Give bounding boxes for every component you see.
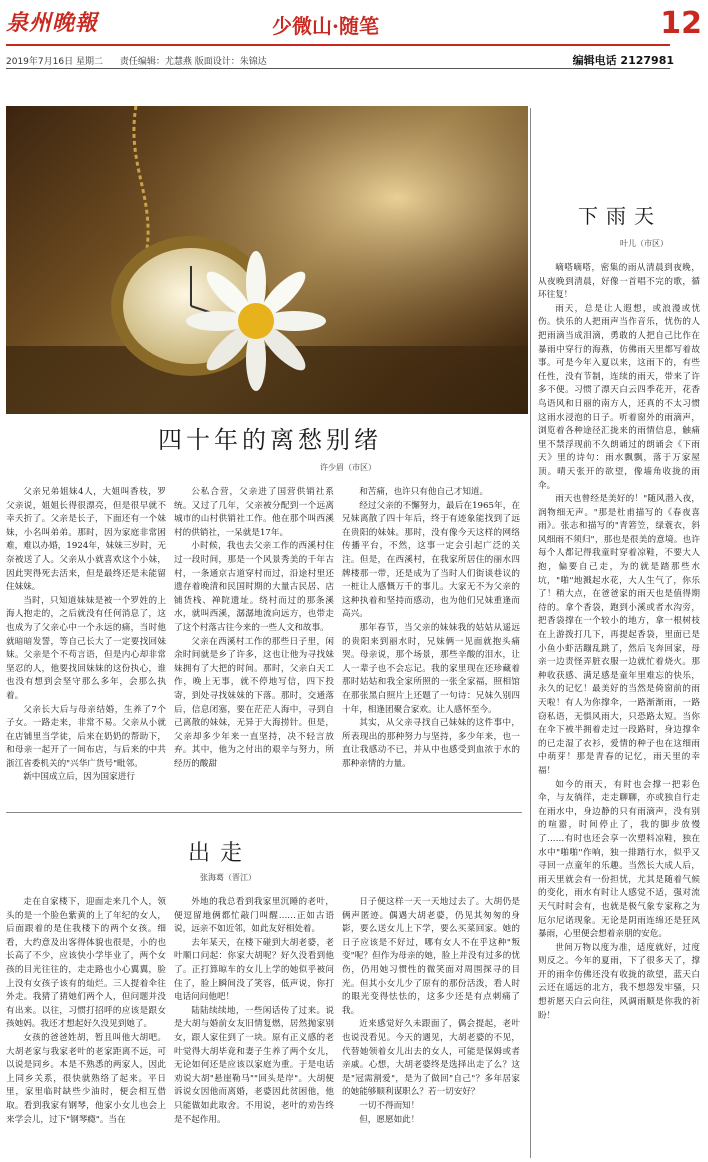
section-divider — [6, 812, 522, 813]
paragraph: 外地的我总看到我家里沉睡的老叶，便逗留地俩都忙敲门叫醒……正如古语说，远亲不如近邻，如此友好相处着。 — [174, 897, 334, 935]
paragraph: 去年某天，在楼下碰到大胡老婆，老叶顺口问起：你家大胡呢？好久没看到他了。正打算晾车的女儿上学的她似乎被问住了，脸上瞬间没了笑容，低声说，你打电话问问他吧！ — [174, 937, 334, 1003]
article2-column-3 — [342, 896, 520, 1158]
article-title-rainy-day: 下雨天 — [578, 204, 662, 228]
paragraph: 父亲长大后与母亲结婚，生养了7个子女。一路走来，非常不易。父亲从小就在店铺里当学徒，后来在奶奶的帮助下，和母亲一起开了一间布店，与后来的中共浙江省委机关的"兴华广货号"毗邻。 — [6, 704, 166, 769]
paragraph: 经过父亲的不懈努力，最后在1965年，在兄妹离散了四十年后，终于有迹象能找到了远在贵阳的妹妹。那时，没有像今天这样的网络传播平台，不然，这事一定会引起广泛的关注。但是，在西溪村，在我家所居住的丽水四牌楼那一带，还是成为了当时人们街谈巷议的一桩让人感慨万千的事儿。大家无不为父亲的这种执着和坚持而感动，也为他们兄妹重逢而高兴。 — [342, 500, 520, 620]
editorial-hotline: 编辑电话 2127981 — [572, 54, 674, 67]
article2-column-2 — [174, 896, 334, 1158]
paragraph: 公私合营，父亲进了国营供销社系统。又过了几年，父亲被分配到一个远离城市的山村供销社工作。他在那个叫西溪村的供销社，一呆就是17年。 — [174, 487, 334, 538]
paragraph: 雨天也曾经是美好的！"随风潜入夜，润物细无声。"那是杜甫描写的《春夜喜雨》。张志和描写的"青箬笠，绿蓑衣，斜风细雨不须归"，那也是很美的意境。也许每个人都记得我童时穿着凉鞋，不要大人抱，偏要自己走，为的就是踏那些水坑，"啪"地溅起水花，大人生气了，你乐了！稍大点，在爸爸家的雨天也是值得期待的。拿个香袋，跑到小溪或者水沟旁，把香袋撑在一个较小的地方，拿一根树枝在上游拨打几下，再提起香袋，里面已是小鱼小虾活蹦乱跳了，然后飞奔回家，母亲一边责怪弄脏衣服一边就忙着烧火。那种收获感、满足感是童年里难忘的快乐，永久的记忆！最美好的当然是倚窗前的雨天啦！有人为你撑伞，一路渐渐雨，一路窃私语，无惧风雨大，只恐路太短。当你在伞下被半拥着走过一段路时，身边撑伞的已走湿了衣衫，爱情的种子也在这细雨中萌芽！那是青春的记忆，雨天里的幸福！ — [538, 494, 700, 776]
article2-column-1 — [6, 896, 166, 1158]
masthead — [0, 0, 708, 44]
paragraph: 一切不得而知！ — [359, 1100, 420, 1111]
article1-column-1 — [6, 486, 166, 804]
page-number: 12 — [660, 6, 702, 41]
paragraph: 小时候，我也去父亲工作的西溪村住过一段时间，那是一个风景秀美的千年古村，一条通京古道穿村而过，沿途村里还遗存着晚清和民国时期的大量古民居、店铺货栈、禅院遗址。绕村而过的那条溪水，就叫西溪，潺潺地流向远方，也带走了这个村落古往今来的一些人文和故事。 — [174, 541, 334, 633]
article-byline: 叶儿（市区） — [620, 239, 668, 248]
newspaper-logo: 泉州晚報 — [6, 10, 99, 36]
article-byline: 张海葛（晋江） — [200, 873, 256, 882]
paragraph: 世间万物以度为准，适度就好，过度则反之。今年的夏雨，下了很多天了，撑开的雨伞仿佛还没有收拢的欲望，蓝天白云还在遥远的北方，我不想怨发牢骚，只想祈愿天白云向往，风调雨顺是你我的祈盼！ — [538, 942, 700, 1021]
article-title-leaving: 出走 — [187, 841, 252, 866]
column-divider — [530, 108, 531, 1158]
paragraph: 雨天，总是让人遐想，或浪漫或忧伤。快乐的人把雨声当作音乐，忧伤的人把雨滴当成泪滴，勇敢的人把自己比作在暴雨中穿行的海燕，仿佛雨天里都写着故事。可是今年入夏以来，这雨下的，有些任性，没有节制，连续的雨天，带来了许多不便。习惯了漂天白云四季花开，花香鸟语风和日丽的南方人，还真的不太习惯这雨水浸泡的日子。听着窗外的雨滴声，浏览着各种途径汇拢来的雨情信息，触痛里不禁浮现前不久朗诵过的朗诵会《下雨天》里的诗句：雨水飘飘，落于万家屋顶。晴天张开的欲望，像墙角收拢的雨伞。 — [538, 303, 700, 491]
info-rule — [6, 68, 670, 69]
paragraph: 父亲兄弟姐妹4人，大姐叫香枝，罗父亲说，姐姐长得很漂亮，但是很早就不幸夭折了。父亲是长子，下面还有一个妹妹，小名叫弟弟。那时，因为家庭非常困难，难以办婚，1924年，妹妹三岁时，无奈被送了人。父亲从小就喜欢这个小妹，因此哭得死去活来，但是最终还是未能留住妹妹。 — [6, 487, 166, 593]
paragraph: 日子便这样一天一天地过去了。大胡仍是俩声匿迹。偶遇大胡老婆，仍见其匆匆的身影，要么送女儿上下学，要么买菜回家。她的日子应该是不好过，哪有女人不在乎这种"叛变"呢？但作为母亲的她，脸上并没有过多的忧伤，仍用她习惯性的微笑面对周围探寻的目光。但其小女儿少了原有的那份活泼，看人时的眼光变得怯怯的，这多少还是有点刺痛了我。 — [342, 897, 520, 1016]
article3-column — [538, 262, 700, 1158]
article-byline: 许少眉（市区） — [320, 463, 376, 472]
paragraph: 嘀嗒嘀嗒，密集的雨从清晨到夜晚，从夜晚到清晨，好像一首唱不完的歌，循环往复！ — [538, 263, 700, 301]
article1-column-2 — [174, 486, 334, 804]
paragraph: 走在自家楼下，迎面走来几个人，领头的是一个脸色紫黄的上了年纪的女人，后面跟着的是住我楼下的两个女孩。细看，大约意及出客得体貌也很是，小的也长高了不少，应该快小学毕业了，两个女孩的目光往往的，走走路也小心翼翼，脸上没有女孩子该有的灿烂。三人提着伞往外走。我猜了猜她们两个人，但问题并没有出来。以往，习惯打招呼的应该是跟女孩她妈。我还才想起好久没见到她了。 — [6, 897, 166, 1030]
date-line: 2019年7月16日 星期二 — [6, 57, 103, 67]
paragraph: 如今的雨天，有时也会撑一把彩色伞，与友徜徉，走走聊聊，亦或独自行走在雨水中，身边静的只有雨滴声，没有别的喧嚣，时间停止了，我的脚步放慢了……有时也还会享一次塑料凉鞋，独在水中"啪啪"作响，独一排踏行水，似乎又寻回一点童年的乐趣。当然长大成人后，雨天里就会有一份担忧，尤其是随着气候的变化，雨水有时让人感觉不适，强对流天气时时会有，也就是极气象专家称之为厄尔尼诺现象。无论是阴雨连绵还是狂风暴雨，心里便会想着亲朋的安危。 — [538, 779, 700, 940]
masthead-rule — [6, 44, 670, 46]
article1-column-3 — [342, 486, 520, 804]
paragraph: 女孩的爸爸姓胡，暂且叫他大胡吧。大胡老家与我家老叶的老家距离不远，可以说是同乡。本是不熟悉的两家人，因此上同乡关系，很快就熟络了起来。平日里，家里临时缺些少油时，便会相互借取。看到我家有钢琴，他家小女儿也会上来学会儿，过下"钢琴瘾"。当在 — [6, 1032, 166, 1125]
paragraph: 但，愿愿如此！ — [359, 1114, 420, 1125]
paragraph: 近来感觉好久未跟面了，偶会提起，老叶也说没看见。今天的遇见，大胡老婆的不见，代替她领着女儿出去的女人，可能是保姆或者亲戚。心想，大胡老婆终是选择出走了么？这是"冠需割爱"，是为了做回"自己"？多年居家的她能够顺利谋职么？若一切安好？ — [342, 1019, 520, 1098]
paragraph: 陆陆续续地，一些闲话传了过来。说是大胡与婚前女友旧情复燃，居然抛家别女，跟人家住到了一块。原有正义感的老叶觉得大胡毕竟和妻子生养了两个女儿，无论如何还是应该以家庭为重。于是电话劝说大胡"悬崖勒马""回头是岸"。大胡便诉说女因他而离婚，老婆因此贫困他，他只能做如此取舍。不用说，老叶的劝告终是不起作用。 — [174, 1005, 334, 1125]
paragraph: 父亲在西溪村工作的那些日子里，闲余时间就是乡了许多，这也让他为寻找妹妹拥有了大把的时间。那时，父亲白天工作，晚上无事，就不停地写信，四下投寄，到处寻找妹妹的下落。那时，交通落后，信息闭塞，要在茫茫人海中，寻到自己离散的妹妹，无异于大海捞针。但是，父亲却多少年来一直坚持，决不轻言放弃。其中，他为之付出的艰辛与努力，所经历的酸甜 — [174, 636, 334, 769]
article-title-forty-years: 四十年的离愁别绪 — [158, 426, 382, 454]
info-line — [6, 54, 674, 67]
paragraph: 新中国成立后，因为国家进行 — [23, 772, 135, 783]
column-name: 少微山·随笔 — [272, 14, 379, 38]
paragraph: 和苦痛，也许只有他自己才知道。 — [359, 487, 489, 497]
pocket-watch-daisy-photo — [6, 106, 528, 414]
editor-credits: 责任编辑：尤慧燕 版面设计：朱锦达 — [119, 57, 267, 67]
photo-illustration — [6, 106, 528, 414]
paragraph: 其实，从父亲寻找自己妹妹的这件事中，所表现出的那种努力与坚持，多少年来，也一直让我感动不已，并从中也感受到血浓于水的那种亲情的力量。 — [342, 718, 520, 769]
paragraph: 那年春节，当父亲的妹妹我的姑姑从遥远的贵阳来到丽水时，兄妹俩一见面就抱头痛哭。母亲说，那个场景，那些辛酸的泪水，让人一辈子也不会忘记。我的家里现在还珍藏着那时姑姑和我全家所照的一张全家福，照相馆在那张黑白照片上还题了一句诗：兄妹久别四十年，相逢团聚合家欢。让人感怀至今。 — [342, 622, 520, 715]
paragraph: 当时，只知道妹妹是被一个罗姓的上海人抱走的，之后就没有任何消息了，这也成为了父亲心中一个永远的痛，当时他就暗暗发誓，等自己长大了一定要找回妹妹。父亲是个不苟言语，但是内心却非常坚忍的人，他要找回妹妹的这份执心，谁也没有想到会坚守那么多年，会那么执着。 — [6, 595, 166, 701]
